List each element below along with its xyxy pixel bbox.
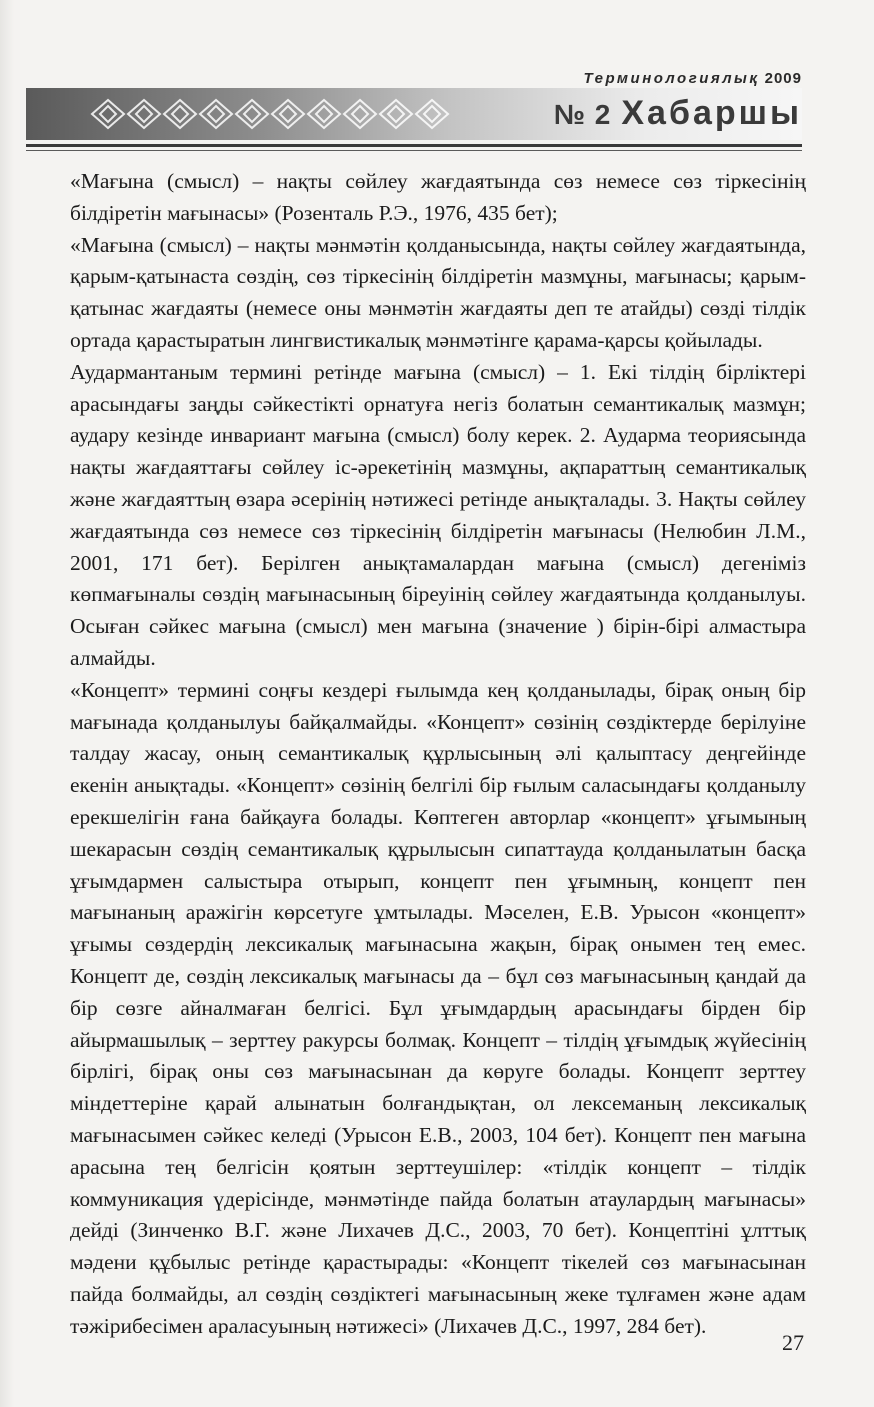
page-edge-shadow (0, 0, 14, 1407)
header-banner (26, 88, 802, 140)
issue-number: № 2 (553, 99, 612, 130)
ornament-pattern-icon (88, 94, 468, 134)
journal-title-text: Хабаршы (621, 94, 802, 132)
body-text (70, 166, 806, 1342)
paragraph: «Мағына (смысл) – нақты сөйлеу жағдаятында сөз немесе сөз тіркесінің білдіретін мағынасы» (Розенталь Р.Э., 1976, 435 бет); (70, 169, 806, 225)
header-rule-thick (26, 144, 802, 147)
journal-year: 2009 (764, 70, 802, 87)
journal-header (584, 70, 802, 87)
journal-name: Терминологиялық (583, 70, 760, 87)
journal-title (554, 94, 802, 133)
paragraph: «Мағына (смысл) – нақты мәнмәтін қолданысында, нақты сөйлеу жағдаятында, қарым-қатынаста сөздің, сөз тіркесінің білдіретін мазмұны, мағынасы; қарым-қатынас жағдаяты (немесе оны мәнмәтін жағдаяты деп те атайды) сөзді тілдік ортада қарастыратын лингвистикалық мәнмәтінге қарама-қарсы қойылады. (70, 232, 806, 352)
page-number: 27 (782, 1330, 804, 1355)
paragraph: «Концепт» термині соңғы кездері ғылымда кең қолданылады, бірақ оның бір мағынада қолданылуы байқалмайды. «Концепт» сөзінің сөздіктерде берілуіне талдау жасау, оның семантикалық құрлысының әлі қалыптасу деңгейінде екенін анықтады. «Концепт» сөзінің белгілі бір ғылым саласындағы қолданылу ерекшелігін ғана байқауға болады. Көптеген авторлар «концепт» ұғымының шекарасын сөздің семантикалық құрылысын сипаттауда қолданылатын басқа ұғымдармен салыстыра отырып, концепт пен ұғымның, концепт пен мағынаның аражігін көрсетуге ұмтылады. Мәселен, Е.В. Урысон «концепт» ұғымы сөздердің лексикалық мағынасына жақын, бірақ онымен тең емес. Концепт де, сөздің лексикалық мағынасы да – бұл сөз мағынасының қандай да бір сөзге айналмаған белгісі. Бұл ұғымдардың арасындағы бірден бір айырмашылық – зерттеу ракурсы болмақ. Концепт – тілдің ұғымдық жүйесінің бірлігі, бірақ оны сөз мағынасынан да көруге болады. Концепт зерттеу міндеттеріне қарай алынатын болғандықтан, ол лексеманың лексикалық мағынасымен сәйкес келеді (Урысон Е.В., 2003, 104 бет). Концепт пен мағына арасына тең белгісін қоятын зерттеушілер: «тілдік концепт – тілдік коммуникация үдерісінде, мәнмәтінде пайда болатын атаулардың мағынасы» дейді (Зинченко В.Г. және Лихачев Д.С., 2003, 70 бет). Концептіні ұлттық мәдени құбылыс ретінде қарастырады: «Концепт тікелей сөз мағынасынан пайда болмайды, ал сөздің сөздіктегі мағынасының жеке тұлғамен және адам тәжірибесімен араласуының нәтижесі» (Лихачев Д.С., 1997, 284 бет). (70, 677, 806, 1338)
header-rule-thin (26, 150, 802, 151)
paragraph: Аудармантаным термині ретінде мағына (смысл) – 1. Екі тілдің бірліктері арасындағы заңды сәйкестікті орнатуға негіз болатын семантикалық мазмұн; аудару кезінде инвариант мағына (смысл) болу керек. 2. Аударма теориясында нақты жағдаяттағы сөйлеу іс-әрекетінің мазмұны, ақпараттың семантикалық және жағдаяттың өзара әсерінің нәтижесі ретінде анықталады. 3. Нақты сөйлеу жағдаятында сөз немесе сөз тіркесінің білдіретін мағынасы (Нелюбин Л.М., 2001, 171 бет). Берілген анықтамалардан мағына (смысл) дегеніміз көпмағыналы сөздің мағынасының біреуінің сөйлеу жағдаятында қолданылуы. Осыған сәйкес мағына (смысл) мен мағына (значение ) бірін-бірі алмастыра алмайды. (70, 359, 806, 670)
